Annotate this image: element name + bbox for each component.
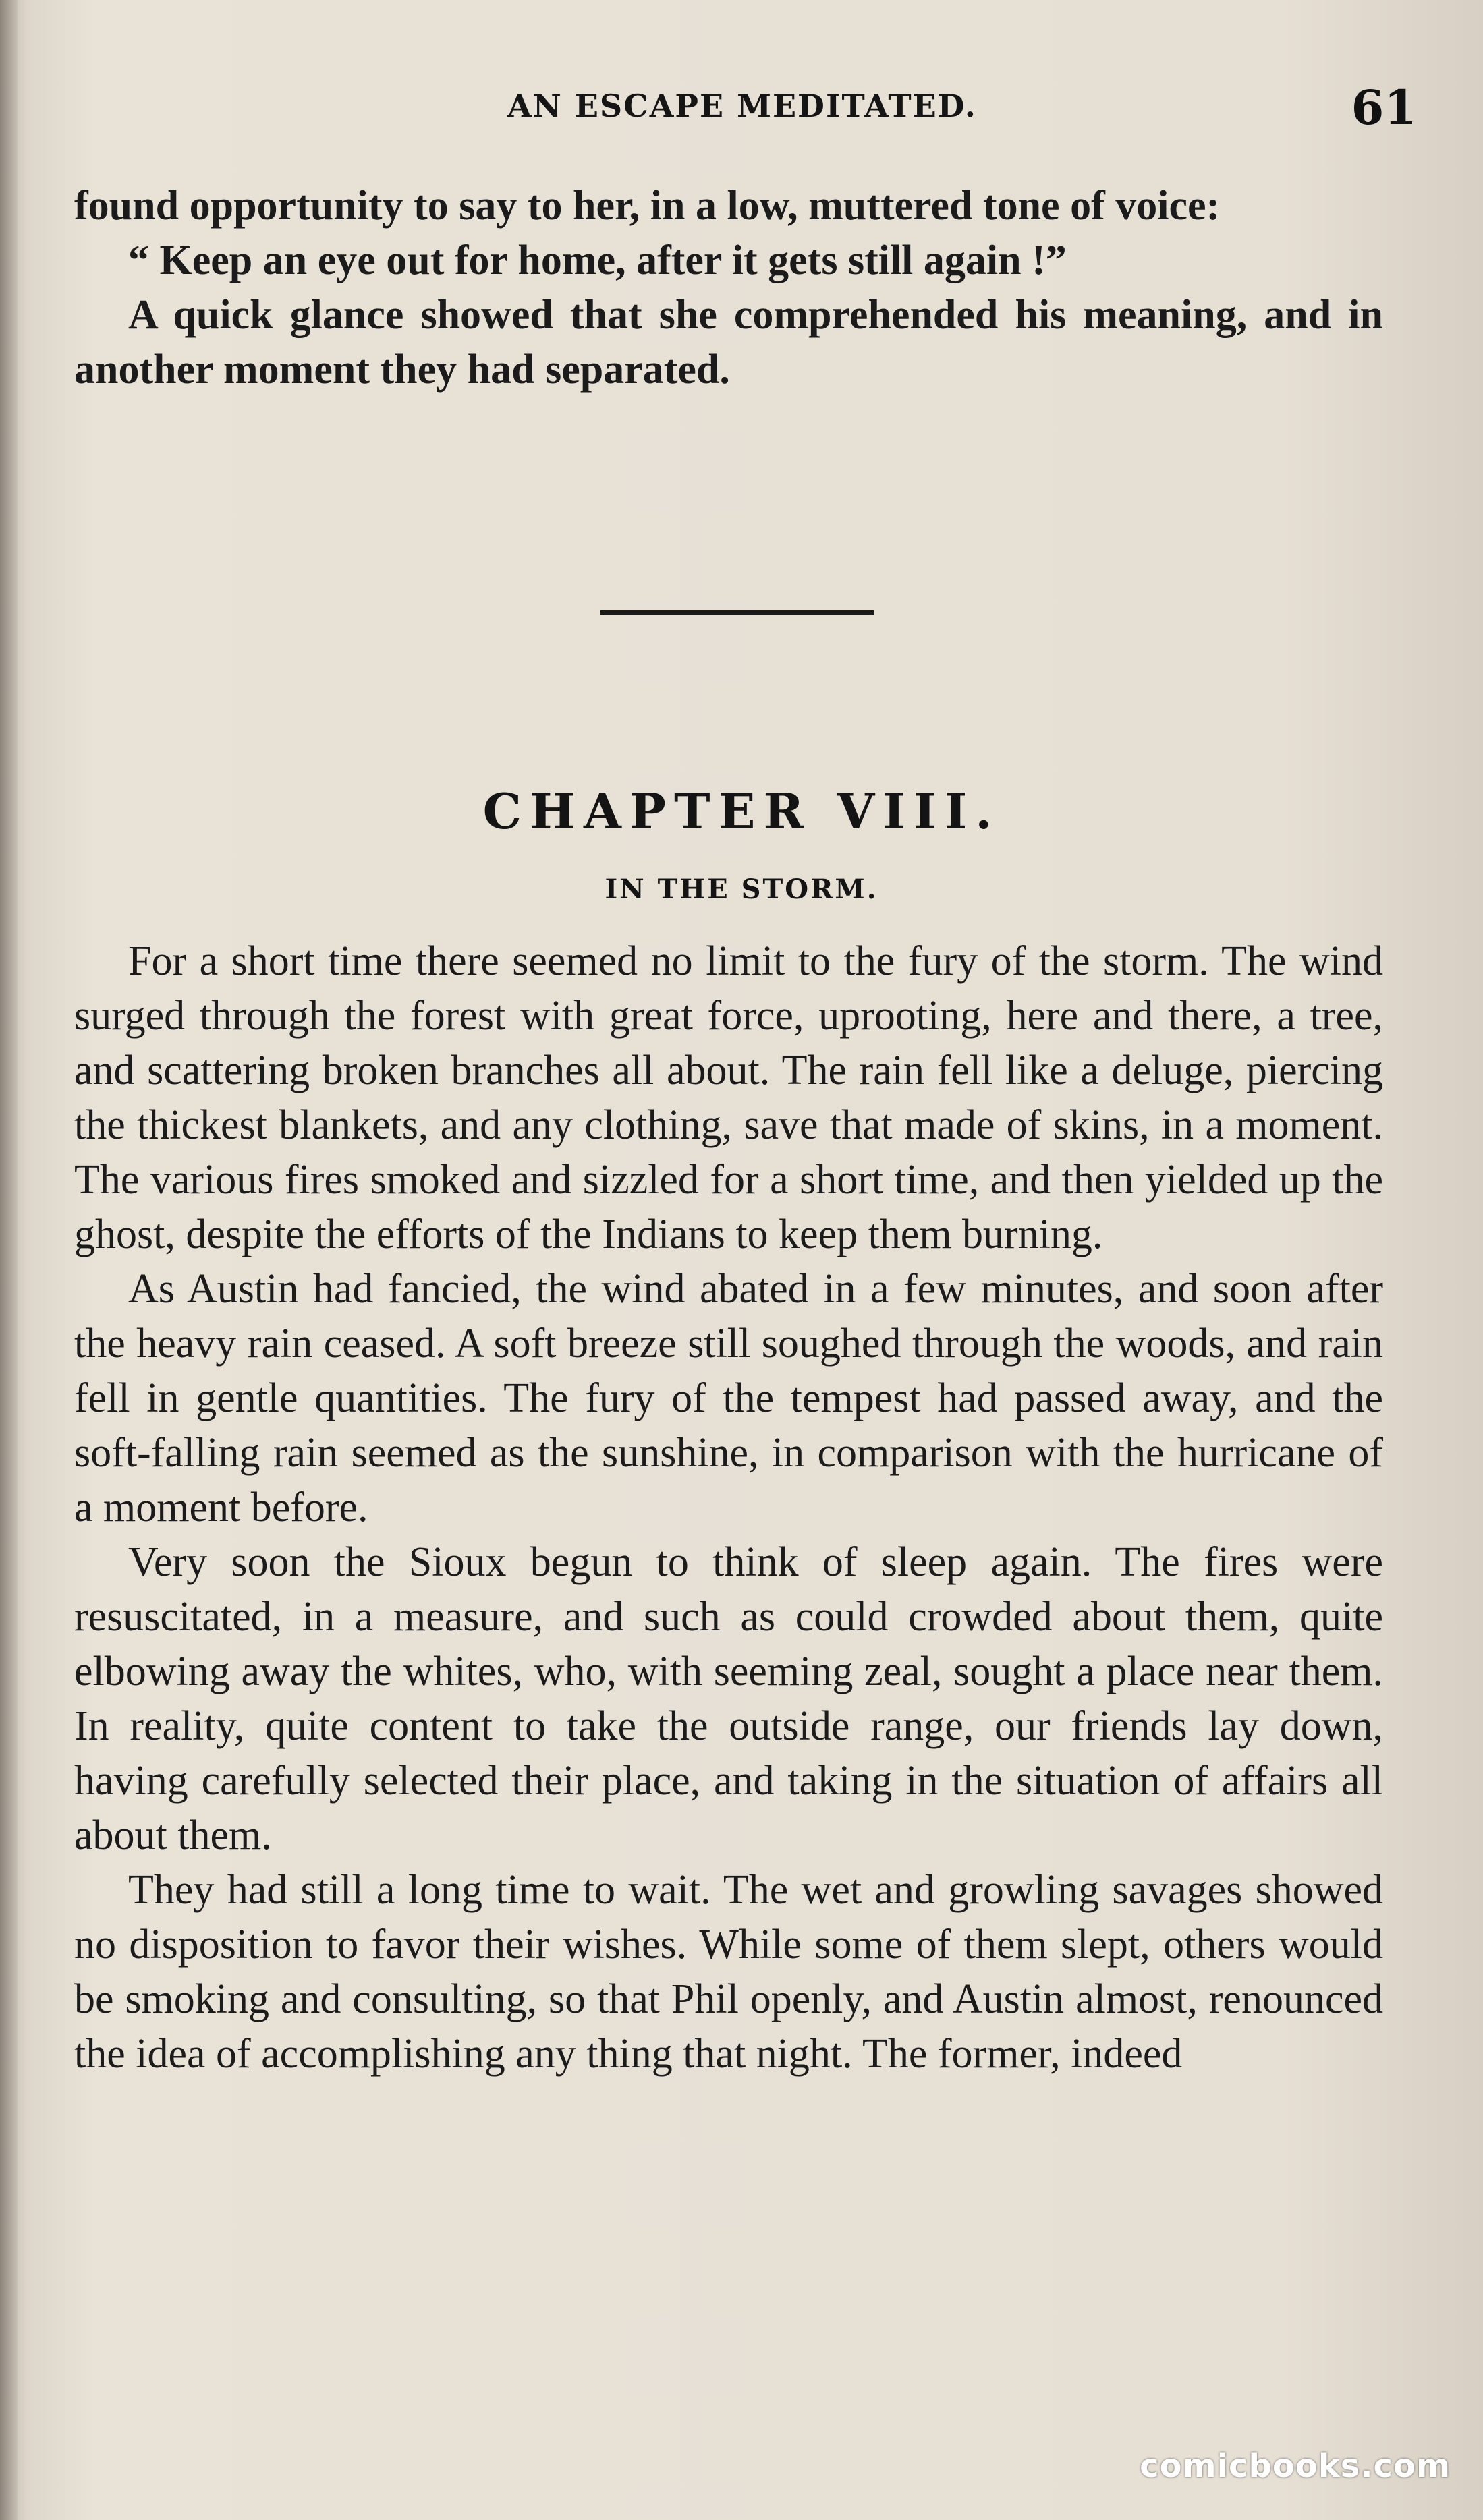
continuation-text xyxy=(74,179,1383,397)
chapter-subtitle: IN THE STORM. xyxy=(605,874,878,905)
chapter-body xyxy=(74,934,1383,2082)
section-rule xyxy=(600,610,874,615)
running-title: AN ESCAPE MEDITATED. xyxy=(507,88,977,124)
paragraph: For a short time there seemed no limit to the fury of the storm. The wind surged through the forest with great force, uprooting, here and there, a tree, and scattering broken branches all about. The rain fell like a deluge, piercing the thickest blankets, and any clothing, save that made of skins, in a moment. The various fires smoked and sizzled for a short time, and then yielded up the ghost, despite the efforts of the Indians to keep them burning. xyxy=(74,938,1383,1257)
page-gutter xyxy=(0,0,18,2520)
continuation-line: found opportunity to say to her, in a low, muttered tone of voice: xyxy=(74,183,1221,229)
paragraph: Very soon the Sioux begun to think of sleep again. The fires were resuscitated, in a measure, and such as could crowded about them, quite elbowing away the whites, who, with seeming zeal, sought a place near them. In reality, quite content to take the outside range, our friends lay down, having carefully selected their place, and taking in the situation of affairs all about them. xyxy=(74,1539,1383,1858)
quoted-line: “ Keep an eye out for home, after it gets still again !” xyxy=(128,237,1067,283)
paragraph: As Austin had fancied, the wind abated in a few minutes, and soon after the heavy rain ceased. A soft breeze still soughed through the woods, and rain fell in gentle quantities. The fury of the tempest had passed away, and the soft-falling rain seemed as the sunshine, in comparison with the hurricane of a moment before. xyxy=(74,1266,1383,1530)
continuation-paragraph: A quick glance showed that she comprehended his meaning, and in another moment they had separated. xyxy=(74,292,1383,393)
chapter-title: CHAPTER VIII. xyxy=(482,782,1001,840)
paragraph: They had still a long time to wait. The wet and growling savages showed no disposition to favor their wishes. While some of them slept, others would be smoking and consulting, so that Phil openly, and Austin almost, renounced the idea of accomplishing any thing that night. The former, indeed xyxy=(74,1867,1383,2077)
page-number: 61 xyxy=(1351,80,1417,136)
running-header xyxy=(81,80,1417,140)
watermark: comicbooks.com xyxy=(1140,2447,1451,2485)
